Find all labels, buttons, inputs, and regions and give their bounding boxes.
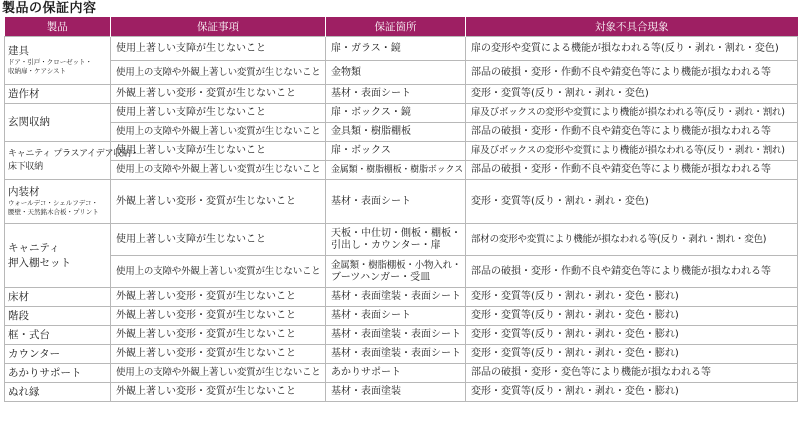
- header-row: [5, 17, 798, 37]
- warranty-item: 使用上の支障や外観上著しい変質が生じないこと: [111, 61, 326, 85]
- category-naisou: 内装材 ウォールデコ・シェルフデコ・ 腰壁・天然銘木合板・プリント: [5, 180, 111, 224]
- table-row: [5, 180, 798, 224]
- table-row: [5, 224, 798, 256]
- warranty-item: 外観上著しい変形・変質が生じないこと: [111, 307, 326, 326]
- header-product: 製品: [5, 17, 111, 37]
- header-warranty-place: 保証箇所: [326, 17, 466, 37]
- defect: 部品の破損・変形・作動不良や錆変色等により機能が損なわれる等: [466, 256, 798, 288]
- warranty-item: 使用上の支障や外観上著しい変質が生じないこと: [111, 256, 326, 288]
- warranty-place: 基材・表面シート: [326, 180, 466, 224]
- table-row: [5, 383, 798, 402]
- table-row: [5, 61, 798, 85]
- defect: 部品の破損・変形・作動不良や錆変色等により機能が損なわれる等: [466, 123, 798, 142]
- header-defect: 対象不具合現象: [466, 17, 798, 37]
- warranty-place: 基材・表面塗装・表面シート: [326, 326, 466, 345]
- category-kamachi: 框・式台: [5, 326, 111, 345]
- defect: 部材の変形や変質により機能が損なわれる等(反り・剥れ・割れ・変色): [466, 224, 798, 256]
- warranty-item: 使用上の支障や外観上著しい変質が生じないこと: [111, 161, 326, 180]
- warranty-item: 外観上著しい変形・変質が生じないこと: [111, 85, 326, 104]
- table-row: [5, 37, 798, 61]
- warranty-place: 基材・表面塗装: [326, 383, 466, 402]
- defect: 変形・変質等(反り・割れ・剥れ・変色・膨れ): [466, 383, 798, 402]
- table-row: [5, 85, 798, 104]
- defect: 変形・変質等(反り・割れ・剥れ・変色): [466, 180, 798, 224]
- warranty-place: 天板・中仕切・側板・棚板・ 引出し・カウンター・扉: [326, 224, 466, 256]
- table-row: [5, 123, 798, 142]
- warranty-item: 使用上著しい支障が生じないこと: [111, 142, 326, 161]
- warranty-item: 外観上著しい変形・変質が生じないこと: [111, 383, 326, 402]
- category-akari: あかりサポート: [5, 364, 111, 383]
- warranty-place: 扉・ボックス: [326, 142, 466, 161]
- warranty-place: 基材・表面シート: [326, 307, 466, 326]
- warranty-place: 扉・ボックス・鏡: [326, 104, 466, 123]
- defect: 変形・変質等(反り・割れ・剥れ・変色・膨れ): [466, 307, 798, 326]
- warranty-item: 外観上著しい変形・変質が生じないこと: [111, 288, 326, 307]
- warranty-item: 使用上著しい支障が生じないこと: [111, 104, 326, 123]
- category-kaidan: 階段: [5, 307, 111, 326]
- defect: 変形・変質等(反り・割れ・剥れ・変色): [466, 85, 798, 104]
- warranty-place: あかりサポート: [326, 364, 466, 383]
- table-row: [5, 326, 798, 345]
- defect: 扉及びボックスの変形や変質により機能が損なわれる等(反り・剥れ・割れ): [466, 142, 798, 161]
- warranty-place: 扉・ガラス・鏡: [326, 37, 466, 61]
- defect: 部品の破損・変形・作動不良や錆変色等により機能が損なわれる等: [466, 61, 798, 85]
- table-row: [5, 307, 798, 326]
- warranty-place: 基材・表面シート: [326, 85, 466, 104]
- category-yuka: 床材: [5, 288, 111, 307]
- warranty-item: 使用上の支障や外観上著しい変質が生じないこと: [111, 123, 326, 142]
- warranty-item: 外観上著しい変形・変質が生じないこと: [111, 180, 326, 224]
- category-counter: カウンター: [5, 345, 111, 364]
- category-zousaku: 造作材: [5, 85, 111, 104]
- table-row: [5, 256, 798, 288]
- table-row: [5, 345, 798, 364]
- defect: 変形・変質等(反り・割れ・剥れ・変色・膨れ): [466, 326, 798, 345]
- warranty-item: 使用上著しい支障が生じないこと: [111, 37, 326, 61]
- warranty-place: 基材・表面塗装・表面シート: [326, 288, 466, 307]
- table-row: [5, 364, 798, 383]
- category-canity-oshiire: キャニティ 押入棚セット: [5, 224, 111, 288]
- warranty-place: 基材・表面塗装・表面シート: [326, 345, 466, 364]
- warranty-place: 金具類・樹脂棚板: [326, 123, 466, 142]
- defect: 変形・変質等(反り・割れ・剥れ・変色・膨れ): [466, 288, 798, 307]
- category-tategu: 建具 ドア・引戸・クローゼット・ 収納扉・ケアシスト: [5, 37, 111, 85]
- page-title: 製品の保証内容: [2, 1, 97, 16]
- defect: 扉の変形や変質による機能が損なわれる等(反り・剥れ・割れ・変色): [466, 37, 798, 61]
- category-canity-plus: キャニティ プラスアイデア収納・ 床下収納: [5, 142, 111, 180]
- defect: 変形・変質等(反り・割れ・剥れ・変色・膨れ): [466, 345, 798, 364]
- table-row: [5, 104, 798, 123]
- defect: 扉及びボックスの変形や変質により機能が損なわれる等(反り・剥れ・割れ): [466, 104, 798, 123]
- warranty-item: 使用上の支障や外観上著しい変質が生じないこと: [111, 364, 326, 383]
- table-row: [5, 161, 798, 180]
- warranty-table: [4, 17, 798, 402]
- warranty-place: 金物類: [326, 61, 466, 85]
- warranty-place: 金属類・樹脂棚板・樹脂ボックス: [326, 161, 466, 180]
- table-row: [5, 288, 798, 307]
- category-nureen: ぬれ縁: [5, 383, 111, 402]
- warranty-place: 金属類・樹脂棚板・小物入れ・ ブーツハンガー・受皿: [326, 256, 466, 288]
- header-warranty-item: 保証事項: [111, 17, 326, 37]
- warranty-item: 使用上著しい支障が生じないこと: [111, 224, 326, 256]
- category-genkan: 玄関収納: [5, 104, 111, 142]
- defect: 部品の破損・変形・作動不良や錆変色等により機能が損なわれる等: [466, 161, 798, 180]
- defect: 部品の破損・変形・変色等により機能が損なわれる等: [466, 364, 798, 383]
- warranty-item: 外観上著しい変形・変質が生じないこと: [111, 326, 326, 345]
- table-row: [5, 142, 798, 161]
- warranty-item: 外観上著しい変形・変質が生じないこと: [111, 345, 326, 364]
